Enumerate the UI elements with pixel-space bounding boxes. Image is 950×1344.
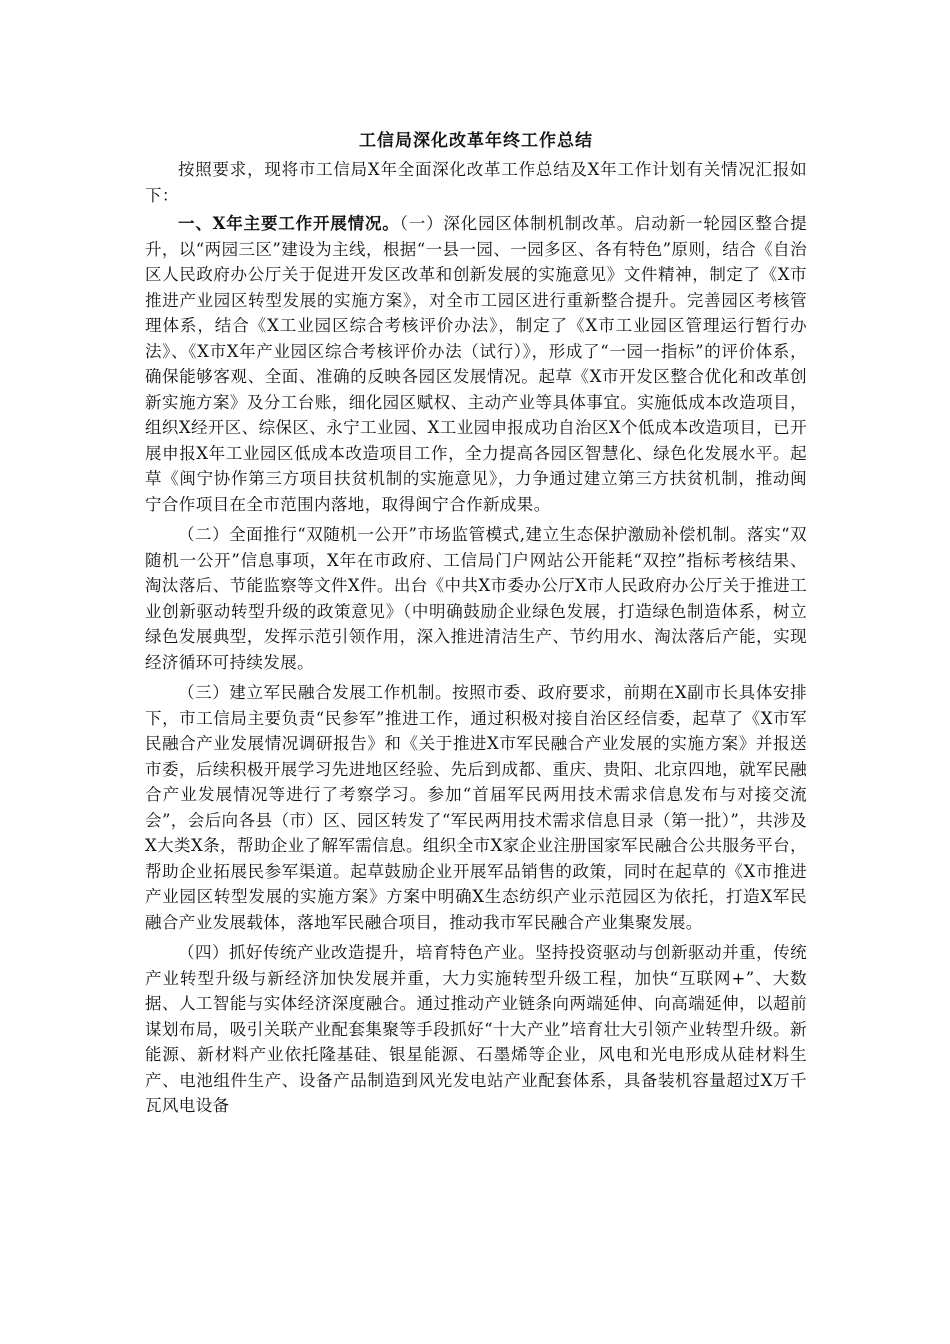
section-3-paragraph: （三）建立军民融合发展工作机制。按照市委、政府要求，前期在X副市长具体安排下，市工信局主要负责“民参军”推进工作，通过积极对接自治区经信委，起草了《X市军民融合产业发展情况调研报告》和《关于推进X市军民融合产业发展的实施方案》并报送市委，后续积极开展学习先进地区经验、先后到成都、重庆、贵阳、北京四地，就军民融合产业发展情况等进行了考察学习。参加“首届军民两用技术需求信息发布与对接交流会”，会后向各县（市）区、园区转发了“军民两用技术需求信息目录（第一批）”，共涉及X大类X条，帮助企业了解军需信息。组织全市X家企业注册国家军民融合公共服务平台，帮助企业拓展民参军渠道。起草鼓励企业开展军品销售的政策，同时在起草的《X市推进产业园区转型发展的实施方案》方案中明确X生态纺织产业示范园区为依托，打造X军民融合产业发展载体，落地军民融合项目，推动我市军民融合产业集聚发展。 — [145, 683, 807, 932]
intro-paragraph: 按照要求，现将市工信局X年全面深化改革工作总结及X年工作计划有关情况汇报如下： — [145, 160, 807, 205]
section-2-paragraph: （二）全面推行“双随机一公开”市场监管模式,建立生态保护激励补偿机制。落实“双随机一公开”信息事项，X年在市政府、工信局门户网站公开能耗“双控”指标考核结果、淘汰落后、节能监察等文件X件。出台《中共X市委办公厅X市人民政府办公厅关于推进工业创新驱动转型升级的政策意见》（中明确鼓励企业绿色发展，打造绿色制造体系，树立绿色发展典型，发挥示范引领作用，深入推进清洁生产、节约用水、淘汰落后产能，实现经济循环可持续发展。 — [145, 525, 807, 672]
section-1-heading: 一、X年主要工作开展情况。 — [178, 214, 400, 233]
document-title: 工信局深化改革年终工作总结 — [359, 131, 593, 151]
document-body — [145, 128, 807, 1119]
section-1-text: （一）深化园区体制机制改革。启动新一轮园区整合提升，以“两园三区”建设为主线，根据“一县一园、一园多区、各有特色”原则，结合《自治区人民政府办公厅关于促进开发区改革和创新发展的实施意见》文件精神，制定了《X市推进产业园区转型发展的实施方案》，对全市工园区进行重新整合提升。完善园区考核管理体系，结合《X工业园区综合考核评价办法》，制定了《X市工业园区管理运行暂行办法》、《X市X年产业园区综合考核评价办法（试行）》，形成了“一园一指标”的评价体系，确保能够客观、全面、准确的反映各园区发展情况。起草《X市开发区整合优化和改革创新实施方案》及分工台账，细化园区赋权、主动产业等具体事宜。实施低成本改造项目，组织X经开区、综保区、永宁工业园、X工业园申报成功自治区X个低成本改造项目，已开展申报X年工业园区低成本改造项目工作，全力提高各园区智慧化、绿色化发展水平。起草《闽宁协作第三方项目扶贫机制的实施意见》，力争通过建立第三方扶贫机制，推动闽宁合作项目在全市范围内落地，取得闽宁合作新成果。 — [145, 214, 807, 514]
section-1-paragraph — [145, 211, 807, 517]
section-4-paragraph: （四）抓好传统产业改造提升，培育特色产业。坚持投资驱动与创新驱动并重，传统产业转型升级与新经济加快发展并重，大力实施转型升级工程，加快“互联网+”、大数据、人工智能与实体经济深度融合。通过推动产业链条向两端延伸、向高端延伸，以超前谋划布局，吸引关联产业配套集聚等手段抓好“十大产业”培育壮大引领产业转型升级。新能源、新材料产业依托隆基硅、银星能源、石墨烯等企业，风电和光电形成从硅材料生产、电池组件生产、设备产品制造到风光发电站产业配套体系，具备装机容量超过X万千瓦风电设备 — [145, 943, 807, 1115]
